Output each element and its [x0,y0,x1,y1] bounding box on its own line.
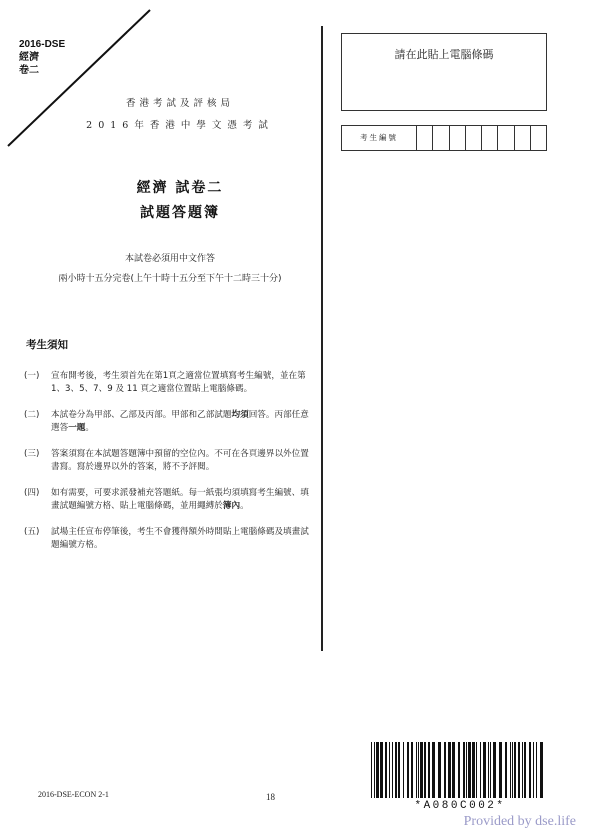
candidate-number-cell[interactable] [417,126,433,150]
corner-subject: 經濟 [19,52,39,63]
candidate-number-cell[interactable] [482,126,498,150]
authority-name: 香港考試及評核局 [125,98,234,109]
booklet-title: 試題答題簿 [140,205,220,221]
barcode-bar [505,742,507,798]
barcode-bar [522,742,523,798]
candidate-number-row [341,125,547,151]
instruction-text: 試場主任宣布停筆後，考生不會獲得額外時間貼上電腦條碼及填畫試題編號方格。 [51,527,309,550]
instruction-text: 本試卷分為甲部、乙部及丙部。甲部和乙部試題均須回答。丙部任意選答一題。 [51,410,309,433]
instruction-number: (五) [24,527,40,537]
barcode-bar [524,742,526,798]
barcode-bar [444,742,446,798]
provided-by-watermark: Provided by dse.life [463,814,576,829]
barcode-bar [438,742,441,798]
barcode-bar [407,742,409,798]
candidate-number-cell[interactable] [450,126,466,150]
paper-title: 經濟 試卷二 [136,180,224,196]
barcode-bar [476,742,477,798]
barcode-bar [490,742,491,798]
barcode-bar [418,742,419,798]
barcode-bar [448,742,451,798]
instruction-item [24,487,309,512]
barcode-bar [452,742,455,798]
barcode-bar [411,742,413,798]
candidate-number-label: 考生編號 [342,126,417,150]
instruction-text: 如有需要，可要求派發補充答題紙。每一紙張均須填寫考生編號、填畫試題編號方格、貼上電腦條碼，並用繩縛於簿內。 [51,488,309,511]
candidate-number-cell[interactable] [433,126,449,150]
instruction-item [24,448,309,473]
barcode-bar [432,742,435,798]
barcode-bar [493,742,496,798]
barcode-bar [480,742,481,798]
instruction-number: (二) [24,410,40,420]
instruction-item [24,526,309,551]
corner-diagonal-line [0,0,160,160]
barcode-sticker-area [341,33,547,111]
instruction-number: (四) [24,488,40,498]
barcode-bar [380,742,383,798]
barcode-bar [463,742,465,798]
instruction-text: 宣布開考後，考生須首先在第1頁之適當位置填寫考生編號，並在第1、3、5、7、9 及 11 頁之適當位置貼上電腦條碼。 [51,371,306,394]
barcode-sticker-label: 請在此貼上電腦條碼 [394,48,494,61]
candidate-number-cell[interactable] [466,126,482,150]
barcode-bar [510,742,511,798]
barcode-bar [398,742,400,798]
barcode-bar [468,742,471,798]
instructions-heading: 考生須知 [26,339,68,351]
barcode-bar [529,742,531,798]
barcode-graphic [369,742,547,800]
instruction-number: (一) [24,371,40,381]
barcode-bar [428,742,430,798]
corner-year: 2016-DSE [19,39,66,50]
barcode-bar [376,742,379,798]
corner-label [19,38,65,77]
barcode-bar [472,742,475,798]
barcode-bar [514,742,516,798]
barcode-number: *A080C002* [414,800,506,812]
barcode-bar [512,742,513,798]
instructions-list [24,370,309,565]
barcode-bar [395,742,397,798]
barcode-bar [416,742,417,798]
exam-name: 2016年香港中學文憑考試 [86,120,274,131]
barcode-bar [458,742,460,798]
duration-note: 兩小時十五分完卷(上午十時十五分至下午十二時三十分) [58,274,282,284]
corner-paper: 卷二 [19,65,39,76]
barcode-bar [536,742,537,798]
page-number: 18 [266,792,275,802]
language-note: 本試卷必須用中文作答 [124,254,215,264]
instruction-item [24,409,309,434]
barcode-bar [466,742,467,798]
barcode-bar [385,742,387,798]
candidate-number-cell[interactable] [531,126,546,150]
barcode-bar [424,742,426,798]
barcode-bar [533,742,534,798]
barcode-bar [488,742,489,798]
barcode-bar [374,742,375,798]
barcode-bar [420,742,423,798]
instruction-text: 答案須寫在本試題答題簿中預留的空位內。不可在各頁邊界以外位置書寫。寫於邊界以外的答案，將不予評閱。 [51,449,309,472]
candidate-number-cell[interactable] [498,126,514,150]
barcode-bar [371,742,372,798]
barcode-bar [389,742,390,798]
barcode-bar [499,742,502,798]
paper-code: 2016-DSE-ECON 2-1 [38,790,109,799]
barcode-bar [483,742,486,798]
barcode-bar [392,742,393,798]
page-divider [321,26,323,651]
barcode-bar [403,742,404,798]
candidate-number-cell[interactable] [515,126,531,150]
instruction-item [24,370,309,395]
instruction-number: (三) [24,449,40,459]
barcode-bar [518,742,520,798]
barcode-bar [540,742,543,798]
